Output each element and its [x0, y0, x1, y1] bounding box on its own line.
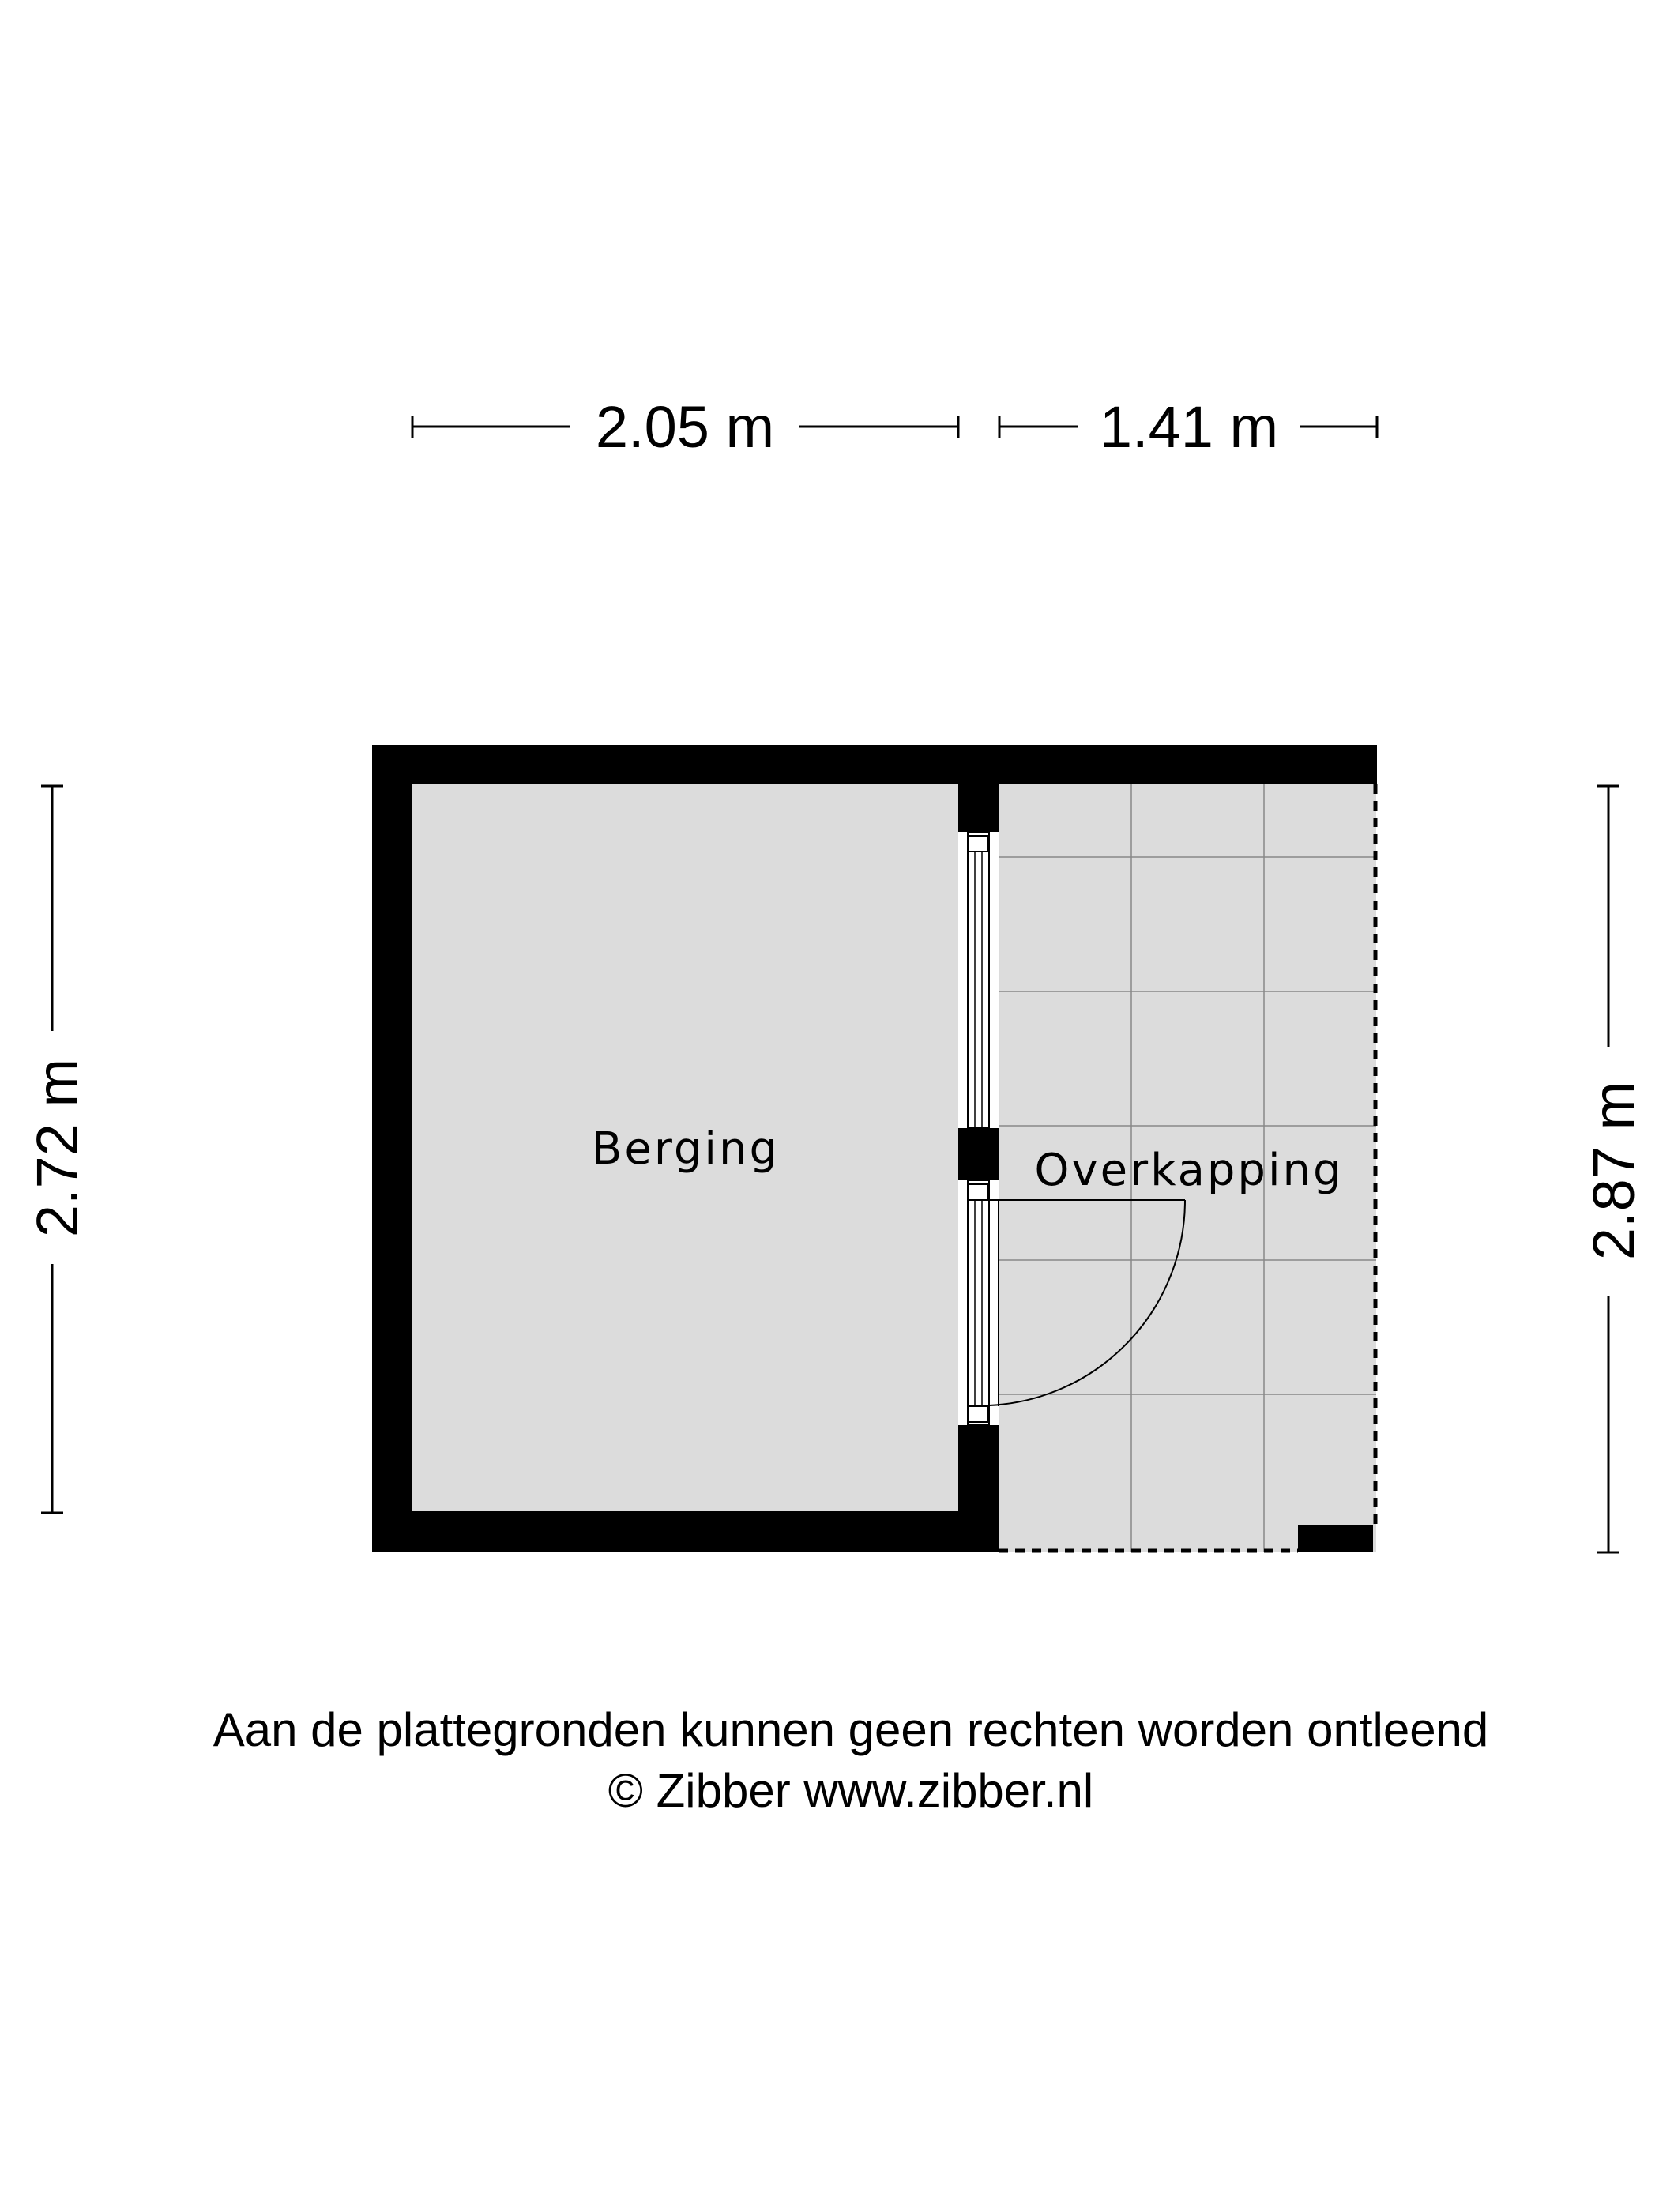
room-label-overkapping: Overkapping	[1034, 1145, 1344, 1196]
wall-middle-bottom	[958, 1425, 999, 1552]
wall-middle-top	[958, 784, 999, 832]
dimension-label-top-left: 2.05 m	[595, 394, 775, 460]
dimension-right	[1581, 786, 1646, 1552]
dimension-label-left: 2.72 m	[24, 1058, 90, 1238]
post-corner	[1298, 1525, 1373, 1552]
dimension-label-right: 2.87 m	[1581, 1081, 1646, 1261]
dimension-top-left	[412, 394, 958, 460]
dimension-label-top-right: 1.41 m	[1099, 394, 1279, 460]
credit-text: © Zibber www.zibber.nl	[608, 1764, 1094, 1817]
wall-bottom	[372, 1511, 999, 1552]
wall-top	[372, 745, 1377, 784]
wall-left	[372, 745, 412, 1552]
room-label-berging: Berging	[591, 1123, 781, 1175]
disclaimer-text: Aan de plattegronden kunnen geen rechten worden ontleend	[213, 1703, 1489, 1756]
window-upper	[968, 832, 989, 1128]
dimension-top-right	[999, 394, 1377, 460]
wall-middle-pillar	[958, 1128, 999, 1180]
dimension-left	[24, 786, 90, 1513]
